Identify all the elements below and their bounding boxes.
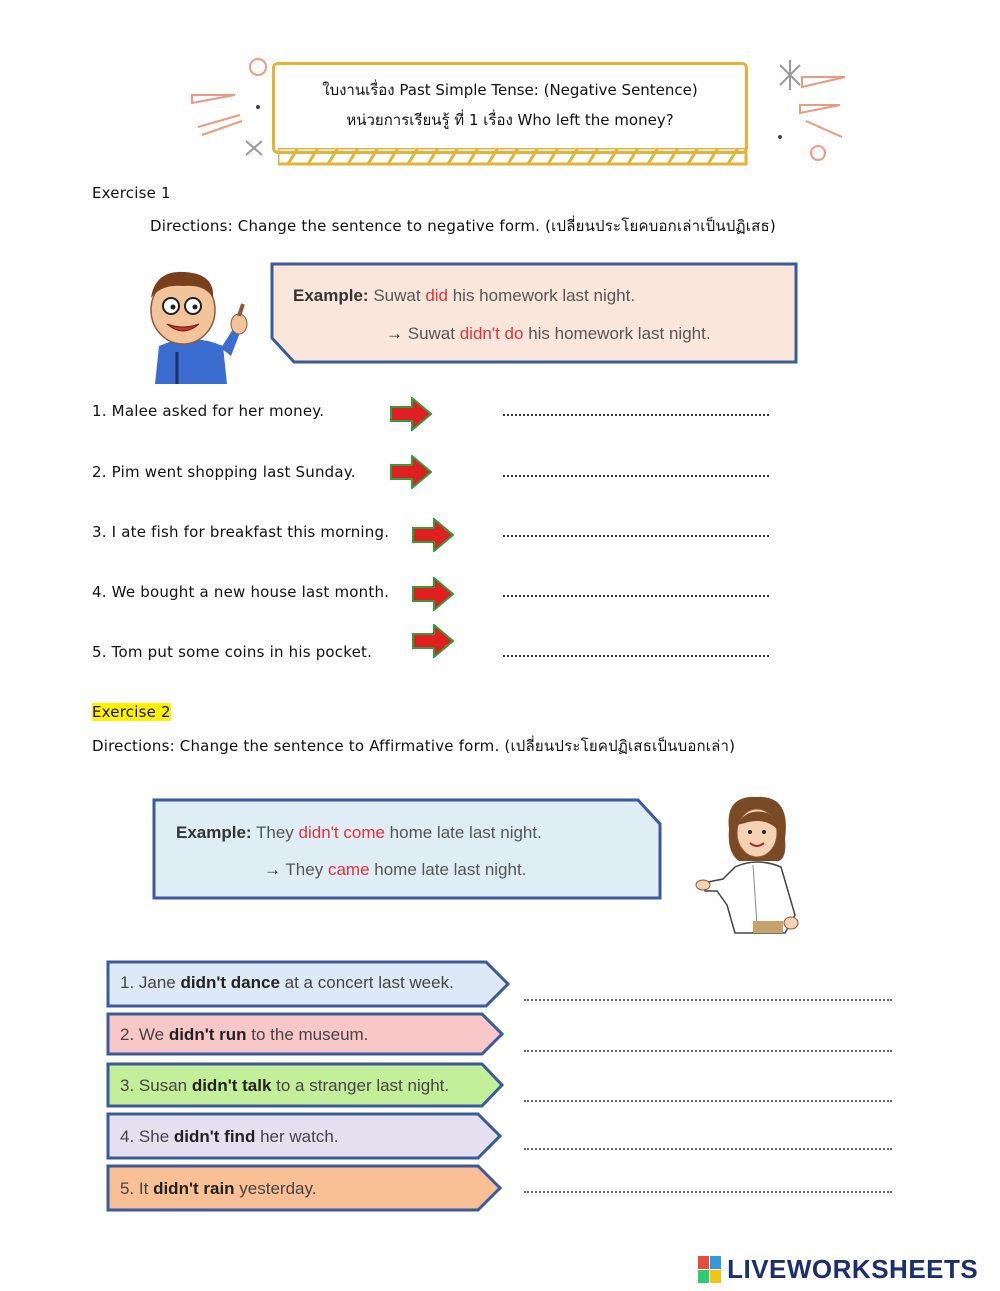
- ex2-item-3: [106, 1064, 482, 1106]
- header-decoration-left: [180, 55, 280, 165]
- ex2-item-4-post: her watch.: [255, 1127, 339, 1146]
- ex2-item-2: [106, 1014, 482, 1054]
- arrow-right-icon: →: [386, 324, 403, 343]
- exercise2-title-text: Exercise 2: [92, 703, 171, 721]
- example2-s2-verb: came: [327, 860, 370, 879]
- arrow-icon: [390, 455, 432, 489]
- exercise2-directions: Directions: Change the sentence to Affirmative form. (เปลี่ยนประโยคปฏิเสธเป็นบอกเล่า): [92, 737, 736, 755]
- ex1-item-4: 4. We bought a new house last month.: [92, 583, 390, 601]
- ex2-item-2-post: to the museum.: [246, 1025, 369, 1044]
- ex2-item-5-verb: didn't rain: [153, 1179, 235, 1198]
- example2-sentence: [176, 823, 542, 843]
- arrow-right-icon: →: [264, 860, 281, 879]
- ex1-item-5: 5. Tom put some coins in his pocket.: [92, 643, 373, 661]
- ex1-answer-field-2[interactable]: [503, 475, 769, 477]
- ex1-item-1: 1. Malee asked for her money.: [92, 402, 325, 420]
- ex2-item-3-verb: didn't talk: [191, 1076, 272, 1095]
- example1-s2-post: his homework last night.: [523, 324, 711, 343]
- ex1-item-3: 3. I ate fish for breakfast this morning.: [92, 523, 390, 541]
- ex2-item-3-post: to a stranger last night.: [271, 1076, 450, 1095]
- example1-sentence: [293, 286, 635, 306]
- example2-s1-pre: They: [256, 823, 299, 842]
- example1-label: Example:: [293, 286, 369, 305]
- example1-s1-pre: Suwat: [373, 286, 426, 305]
- example2-s2-pre: They: [285, 860, 328, 879]
- ex2-item-5-pre: 5. It: [120, 1179, 154, 1198]
- ex2-item-4-verb: didn't find: [173, 1127, 256, 1146]
- example2-answer: [264, 860, 526, 880]
- liveworksheets-logo[interactable]: [698, 1254, 978, 1285]
- ex2-item-2-pre: 2. We: [120, 1025, 169, 1044]
- arrow-icon: [412, 577, 454, 611]
- ex1-answer-field-5[interactable]: [503, 655, 769, 657]
- ex2-answer-field-4[interactable]: [524, 1148, 892, 1150]
- worksheet-title-box: [272, 62, 748, 154]
- ex2-item-4: [106, 1114, 478, 1158]
- exercise1-title: Exercise 1: [92, 184, 171, 202]
- ex2-item-2-verb: didn't run: [168, 1025, 247, 1044]
- example1-answer: [386, 324, 711, 344]
- ex2-item-5: [106, 1166, 478, 1210]
- ex1-answer-field-3[interactable]: [503, 535, 769, 537]
- ex2-item-5-post: yesterday.: [234, 1179, 317, 1198]
- ex2-item-3-pre: 3. Susan: [120, 1076, 192, 1095]
- teacher-man-illustration: [135, 268, 250, 384]
- example1-s2-pre: Suwat: [407, 324, 460, 343]
- example-box-2-frame: [152, 798, 662, 900]
- title-stripes: [278, 148, 758, 166]
- example2-label: Example:: [176, 823, 252, 842]
- example1-s1-verb: did: [425, 286, 448, 305]
- ex2-answer-field-3[interactable]: [524, 1100, 892, 1102]
- title-line-2: หน่วยการเรียนรู้ ที่ 1 เรื่อง Who left the money?: [346, 111, 674, 129]
- example2-s1-verb: didn't come: [298, 823, 385, 842]
- ex1-answer-field-1[interactable]: [503, 414, 769, 416]
- example2-s2-post: home late last night.: [369, 860, 527, 879]
- brand-name: LIVEWORKSHEETS: [727, 1254, 979, 1284]
- liveworksheets-logo-icon: [698, 1256, 722, 1284]
- example1-s1-post: his homework last night.: [448, 286, 636, 305]
- example2-s1-post: home late last night.: [384, 823, 542, 842]
- title-line-1: ใบงานเรื่อง Past Simple Tense: (Negative Sentence): [322, 81, 698, 99]
- exercise2-title: [92, 703, 171, 721]
- ex1-item-2: 2. Pim went shopping last Sunday.: [92, 463, 356, 481]
- ex2-item-1-verb: didn't dance: [180, 973, 280, 992]
- example-box-1-frame: [270, 262, 798, 364]
- ex2-answer-field-2[interactable]: [524, 1050, 892, 1052]
- arrow-icon: [390, 397, 432, 431]
- ex2-item-1-post: at a concert last week.: [279, 973, 454, 992]
- ex1-answer-field-4[interactable]: [503, 595, 769, 597]
- ex2-item-4-pre: 4. She: [120, 1127, 174, 1146]
- arrow-icon: [412, 624, 454, 658]
- example1-s2-verb: didn't do: [459, 324, 524, 343]
- ex2-answer-field-1[interactable]: [524, 999, 892, 1001]
- arrow-icon: [412, 518, 454, 552]
- ex2-answer-field-5[interactable]: [524, 1191, 892, 1193]
- ex2-item-1-pre: 1. Jane: [120, 973, 181, 992]
- header-decoration-right: [760, 55, 860, 165]
- teacher-woman-illustration: [695, 795, 825, 937]
- exercise1-directions: Directions: Change the sentence to negative form. (เปลี่ยนประโยคบอกเล่าเป็นปฏิเสธ): [150, 217, 776, 235]
- ex2-item-1: [106, 962, 486, 1006]
